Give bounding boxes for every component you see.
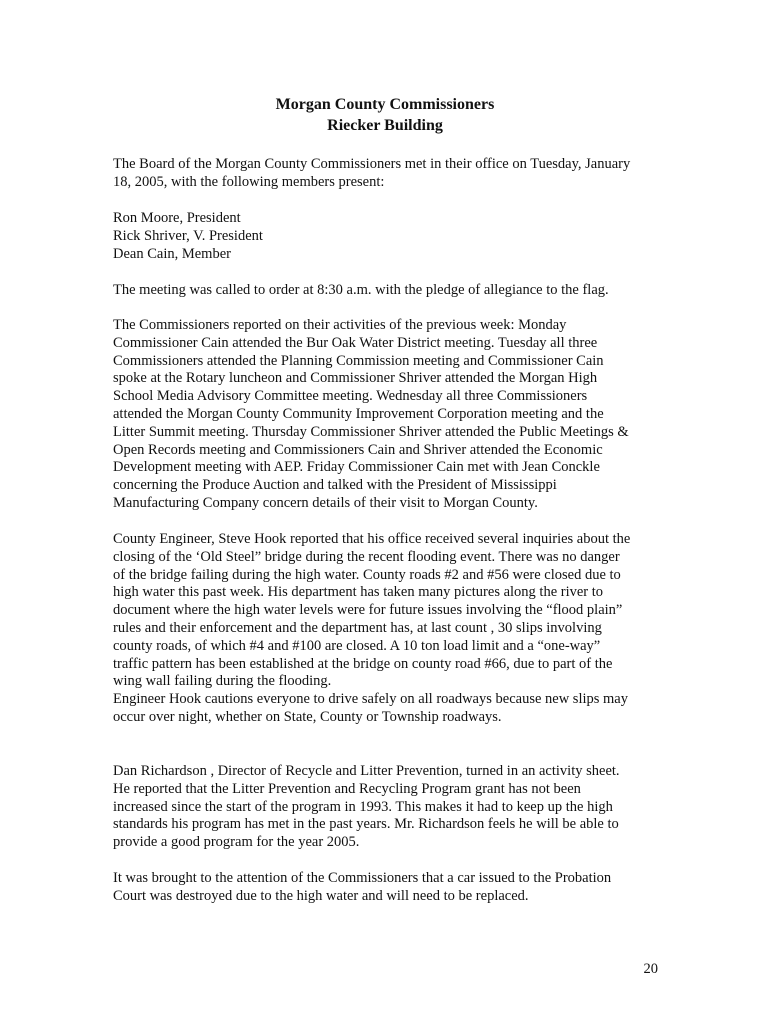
text-line: closing of the ‘Old Steel” bridge during the recent flooding event. There was no danger (113, 548, 620, 565)
paragraph-commissioner-activities (113, 317, 673, 513)
text-line: high water this past week. His department has taken many pictures along the river to (113, 584, 604, 601)
text-line: School Media Advisory Committee meeting. Wednesday all three Commissioners (113, 388, 588, 405)
text-line: Dean Cain, Member (113, 245, 231, 262)
text-line: Commissioner Cain attended the Bur Oak Water District meeting. Tuesday all three (113, 334, 598, 351)
text-line: Open Records meeting and Commissioners Cain and Shriver attended the Economic (113, 441, 603, 458)
text-line: county roads, of which #4 and #100 are closed. A 10 ton load limit and a “one-way” (113, 637, 601, 654)
text-line: concerning the Produce Auction and talked with the President of Mississippi (113, 477, 557, 494)
text-line: The Commissioners reported on their activities of the previous week: Monday (113, 317, 567, 333)
text-line: standards his program has met in the past years. Mr. Richardson feels he will be able to (113, 816, 619, 833)
text-line: spoke at the Rotary luncheon and Commissioner Shriver attended the Morgan High (113, 370, 598, 387)
text-line: It was brought to the attention of the Commissioners that a car issued to the Probation (113, 870, 612, 886)
text-line: County Engineer, Steve Hook reported that his office received several inquiries about the (113, 531, 631, 547)
text-line: The meeting was called to order at 8:30 a.m. with the pledge of allegiance to the flag. (113, 282, 609, 298)
text-line: Rick Shriver, V. President (113, 227, 263, 244)
page-number: 20 (643, 961, 658, 977)
text-line: traffic pattern has been established at the bridge on county road #66, due to part of the (113, 655, 613, 672)
document-subtitle: Riecker Building (327, 117, 443, 134)
paragraph-probation-car (113, 870, 673, 906)
text-line: provide a good program for the year 2005. (113, 834, 360, 851)
paragraph-recycle-litter (113, 763, 673, 852)
text-line: of the bridge failing during the high water. County roads #2 and #56 were closed due to (113, 566, 621, 583)
text-line: document where the high water levels were for future issues involving the “flood plain” (113, 602, 623, 619)
text-line: Development meeting with AEP. Friday Commissioner Cain met with Jean Conckle (113, 459, 600, 476)
text-line: Commissioners attended the Planning Commission meeting and Commissioner Cain (113, 352, 604, 369)
text-line: rules and their enforcement and the department has, at last count , 30 slips involving (113, 619, 602, 636)
text-line: Litter Summit meeting. Thursday Commissioner Shriver attended the Public Meetings & (113, 423, 629, 440)
document-title: Morgan County Commissioners (275, 96, 495, 113)
text-line: Engineer Hook cautions everyone to drive safely on all roadways because new slips may (113, 691, 628, 708)
text-line: Ron Moore, President (113, 210, 241, 226)
paragraph-county-engineer (113, 531, 673, 727)
text-line: 18, 2005, with the following members present: (113, 173, 385, 190)
paragraph-members-present (113, 210, 673, 263)
text-line: increased since the start of the program in 1993. This makes it had to keep up the high (113, 798, 613, 815)
text-line: Manufacturing Company concern details of their visit to Morgan County. (113, 494, 538, 511)
paragraph-meeting-intro (113, 156, 673, 192)
text-line: wing wall failing during the flooding. (113, 673, 332, 690)
text-line: occur over night, whether on State, County or Township roadways. (113, 708, 502, 725)
text-line: The Board of the Morgan County Commissioners met in their office on Tuesday, January (113, 156, 631, 172)
paragraph-call-to-order (113, 282, 673, 300)
text-line: attended the Morgan County Community Improvement Corporation meeting and the (113, 405, 604, 422)
text-line: Court was destroyed due to the high water and will need to be replaced. (113, 887, 529, 904)
text-line: Dan Richardson , Director of Recycle and Litter Prevention, turned in an activity sheet. (113, 763, 620, 779)
text-line: He reported that the Litter Prevention and Recycling Program grant has not been (113, 780, 581, 797)
